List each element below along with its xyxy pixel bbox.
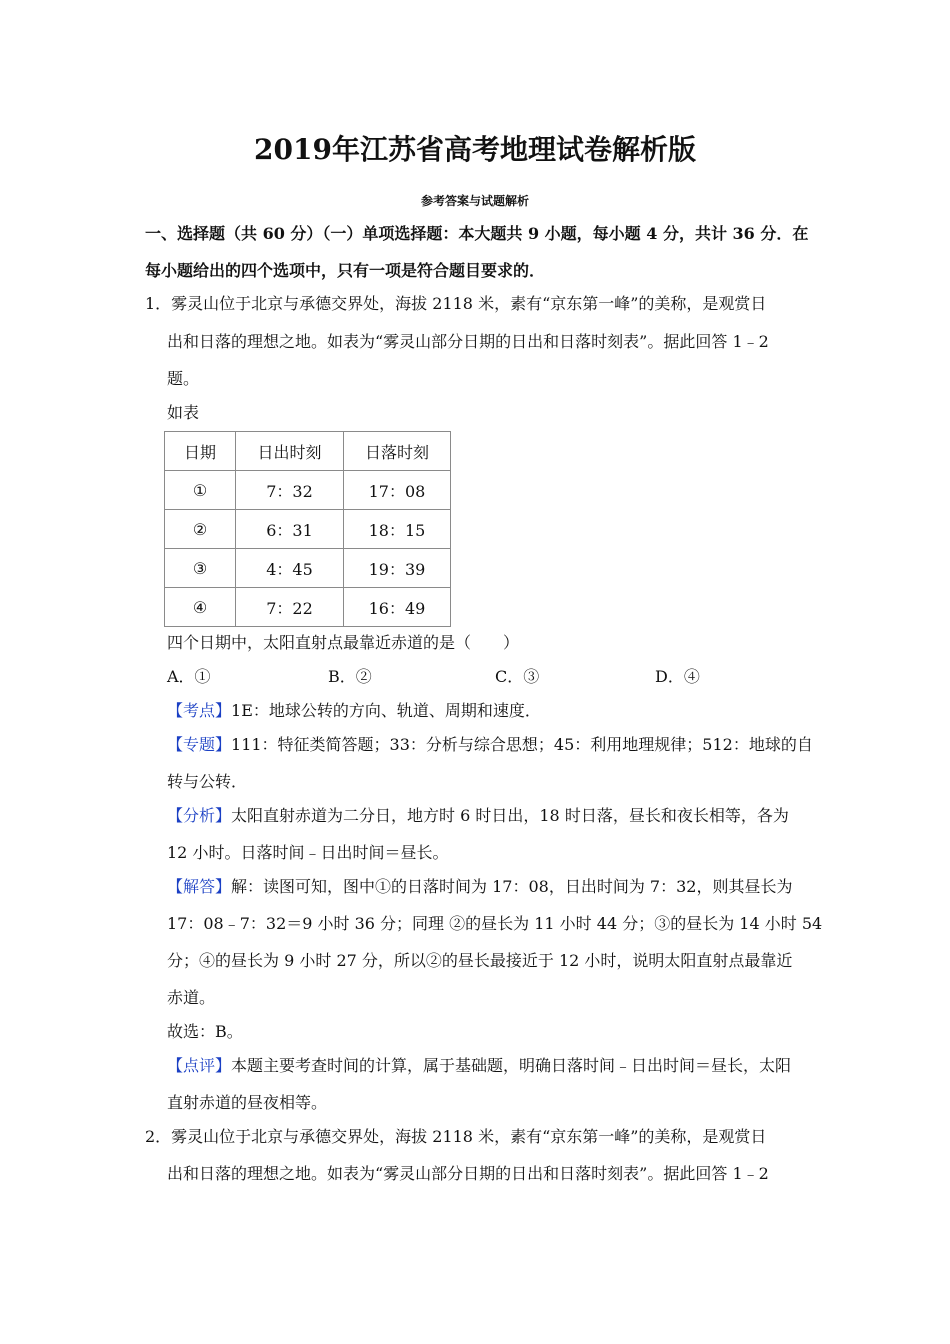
table-caption: 如表 bbox=[167, 403, 200, 422]
table-cell-sunrise: 7：22 bbox=[236, 588, 344, 627]
fenxi-line-2: 12 小时。日落时间﹣日出时间＝昼长。 bbox=[167, 843, 449, 862]
zhuanti-tag: 【专题】 bbox=[167, 735, 232, 754]
document-subtitle: 参考答案与试题解析 bbox=[420, 194, 529, 208]
q1-stem-line-1: 1．雾灵山位于北京与承德交界处，海拔 2118 米，素有“京东第一峰”的美称，是观赏日 bbox=[145, 294, 767, 313]
jieda-line-4: 赤道。 bbox=[167, 988, 216, 1007]
section-header-line-2: 每小题给出的四个选项中，只有一项是符合题目要求的． bbox=[145, 261, 546, 280]
q2-stem-line-1: 2．雾灵山位于北京与承德交界处，海拔 2118 米，素有“京东第一峰”的美称，是观赏日 bbox=[145, 1127, 767, 1146]
table-cell-sunset: 16：49 bbox=[344, 588, 451, 627]
table-row bbox=[165, 510, 451, 549]
jieda-line-3: 分；④的昼长为 9 小时 27 分，所以②的昼长最接近于 12 小时，说明太阳直射点最靠近 bbox=[167, 951, 793, 970]
kaodian-line bbox=[167, 699, 541, 723]
fenxi-line-1 bbox=[167, 804, 789, 828]
option-b: B．② bbox=[328, 667, 372, 686]
zhuanti-line-2: 转与公转． bbox=[167, 772, 248, 791]
option-c: C．③ bbox=[495, 667, 540, 686]
option-a: A．① bbox=[167, 667, 211, 686]
dianping-tag: 【点评】 bbox=[167, 1056, 232, 1075]
q1-stem-line-3: 题。 bbox=[167, 369, 200, 388]
table-row bbox=[165, 471, 451, 510]
q1-stem-line-2: 出和日落的理想之地。如表为“雾灵山部分日期的日出和日落时刻表”。据此回答 1﹣2 bbox=[167, 332, 769, 351]
table-row bbox=[165, 549, 451, 588]
table-cell-sunrise: 6：31 bbox=[236, 510, 344, 549]
jieda-tag: 【解答】 bbox=[167, 877, 232, 896]
table-header-cell: 日期 bbox=[165, 432, 236, 471]
dianping-line-1 bbox=[167, 1054, 791, 1078]
table-cell-sunrise: 4：45 bbox=[236, 549, 344, 588]
sunrise-sunset-table bbox=[164, 431, 451, 627]
table-row bbox=[165, 588, 451, 627]
kaodian-tag: 【考点】 bbox=[167, 701, 232, 720]
fenxi-tag: 【分析】 bbox=[167, 806, 232, 825]
answer-line: 故选：B。 bbox=[167, 1022, 243, 1041]
table-cell-sunset: 19：39 bbox=[344, 549, 451, 588]
option-d: D．④ bbox=[655, 667, 700, 686]
dianping-text: 本题主要考查时间的计算，属于基础题，明确日落时间﹣日出时间＝昼长，太阳 bbox=[231, 1056, 792, 1075]
jieda-line-2: 17：08﹣7：32＝9 小时 36 分；同理 ②的昼长为 11 小时 44 分；③的昼长为 14 小时 54 bbox=[167, 914, 823, 933]
table-cell-date: ③ bbox=[165, 549, 236, 588]
q2-stem-line-2: 出和日落的理想之地。如表为“雾灵山部分日期的日出和日落时刻表”。据此回答 1﹣2 bbox=[167, 1164, 769, 1183]
table-cell-sunset: 18：15 bbox=[344, 510, 451, 549]
table-cell-date: ④ bbox=[165, 588, 236, 627]
document-title: 2019年江苏省高考地理试卷解析版 bbox=[254, 133, 696, 166]
zhuanti-line-1 bbox=[167, 733, 813, 757]
table-cell-date: ① bbox=[165, 471, 236, 510]
fenxi-text: 太阳直射赤道为二分日，地方时 6 时日出，18 时日落，昼长和夜长相等，各为 bbox=[231, 806, 789, 825]
dianping-line-2: 直射赤道的昼夜相等。 bbox=[167, 1093, 328, 1112]
table-cell-date: ② bbox=[165, 510, 236, 549]
table-header-cell: 日落时刻 bbox=[344, 432, 451, 471]
table-cell-sunset: 17：08 bbox=[344, 471, 451, 510]
jieda-line-1 bbox=[167, 875, 792, 899]
table-header-cell: 日出时刻 bbox=[236, 432, 344, 471]
table-header-row bbox=[165, 432, 451, 471]
kaodian-text: 1E：地球公转的方向、轨道、周期和速度． bbox=[231, 701, 541, 720]
section-header-line-1: 一、选择题（共 60 分）（一）单项选择题：本大题共 9 小题，每小题 4 分，共计 36 分．在 bbox=[145, 224, 809, 243]
zhuanti-text: 111：特征类简答题；33：分析与综合思想；45：利用地理规律；512：地球的自 bbox=[231, 735, 813, 754]
table-cell-sunrise: 7：32 bbox=[236, 471, 344, 510]
q1-question: 四个日期中，太阳直射点最靠近赤道的是（ ） bbox=[167, 633, 520, 652]
jieda-text: 解：读图可知，图中①的日落时间为 17：08，日出时间为 7：32，则其昼长为 bbox=[231, 877, 793, 896]
